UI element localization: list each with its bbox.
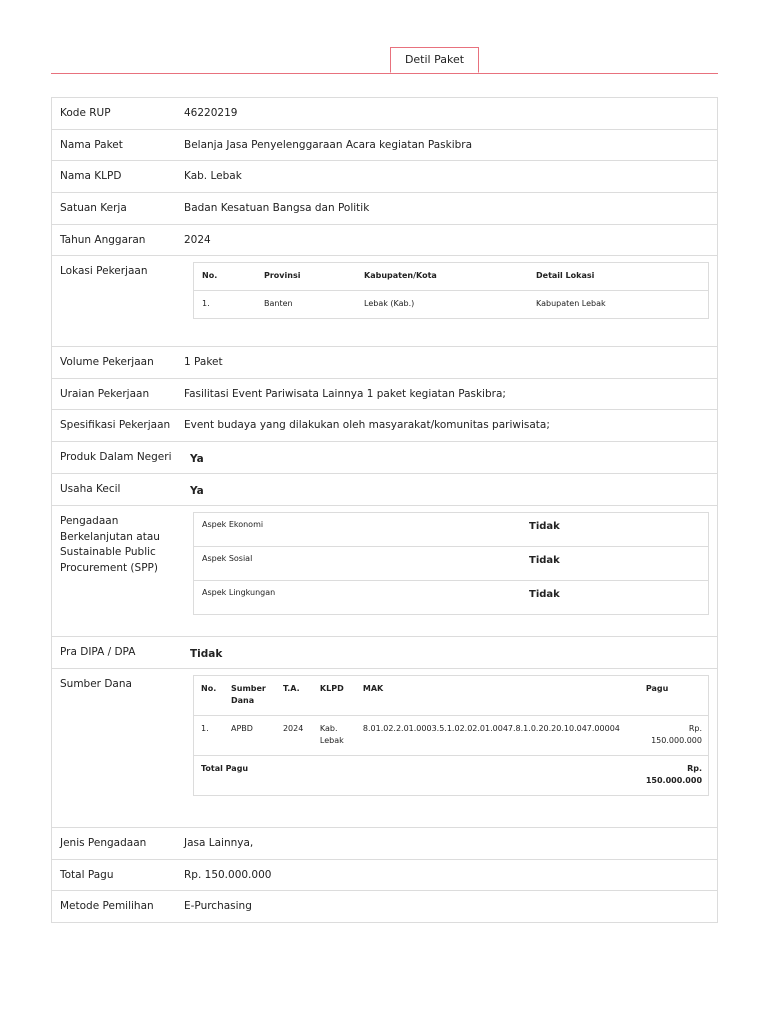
- field-label: Kode RUP: [60, 107, 111, 119]
- row-nama-klpd: [52, 161, 717, 193]
- field-value: [184, 474, 717, 505]
- column-header: No.: [194, 676, 224, 716]
- row-sumber-dana: [52, 669, 717, 828]
- row-spp: [52, 506, 717, 637]
- field-value: 1 Paket: [184, 356, 223, 368]
- table-cell: APBD: [224, 716, 276, 756]
- field-value: [184, 669, 717, 827]
- spp-table: [193, 512, 709, 615]
- sumber-dana-table: [193, 675, 709, 796]
- row-volume-pekerjaan: [52, 347, 717, 379]
- field-label: Sumber Dana: [60, 678, 132, 690]
- table-row: [194, 581, 709, 615]
- column-header: No.: [194, 263, 257, 291]
- field-label: Usaha Kecil: [60, 483, 121, 495]
- lokasi-table: [193, 262, 709, 319]
- row-tahun-anggaran: [52, 225, 717, 256]
- total-value: Rp. 150.000.000: [645, 764, 703, 785]
- table-row: [194, 716, 709, 756]
- row-pra-dipa: [52, 637, 717, 669]
- table-cell: Kabupaten Lebak: [536, 299, 606, 308]
- field-label: Metode Pemilihan: [60, 900, 154, 912]
- pra-dipa-value: Tidak: [190, 648, 223, 660]
- table-cell: 2024: [276, 716, 313, 756]
- column-header: MAK: [356, 676, 639, 716]
- row-produk-dalam-negeri: [52, 442, 717, 474]
- row-metode-pemilihan: [52, 891, 717, 922]
- column-header: Sumber Dana: [224, 676, 276, 716]
- spp-value: Tidak: [521, 513, 709, 547]
- field-value: Badan Kesatuan Bangsa dan Politik: [184, 202, 370, 214]
- field-value: 46220219: [184, 107, 238, 119]
- field-value: Fasilitasi Event Pariwisata Lainnya 1 paket kegiatan Paskibra;: [184, 388, 506, 400]
- table-cell: 1.: [194, 716, 224, 756]
- field-label: Lokasi Pekerjaan: [60, 265, 148, 277]
- column-header: Pagu: [639, 676, 709, 716]
- field-value: Kab. Lebak: [184, 170, 242, 182]
- column-header: Kabupaten/Kota: [356, 263, 528, 291]
- table-row: [194, 513, 709, 547]
- table-cell: 1.: [202, 299, 210, 308]
- field-label: Uraian Pekerjaan: [60, 388, 150, 400]
- field-label: Spesifikasi Pekerjaan: [60, 419, 171, 431]
- spp-aspek: Aspek Lingkungan: [202, 588, 276, 597]
- table-row: [194, 291, 709, 319]
- field-label: Produk Dalam Negeri: [60, 451, 172, 463]
- column-header: Provinsi: [256, 263, 356, 291]
- field-label: Satuan Kerja: [60, 202, 127, 214]
- row-satuan-kerja: [52, 193, 717, 225]
- total-row: [194, 756, 709, 796]
- table-row: [194, 547, 709, 581]
- row-kode-rup: [52, 98, 717, 130]
- usaha-kecil-value: Ya: [190, 485, 204, 497]
- field-value: Belanja Jasa Penyelenggaraan Acara kegiatan Paskibra: [184, 139, 473, 151]
- field-value: Rp. 150.000.000: [184, 869, 272, 881]
- field-label: Volume Pekerjaan: [60, 356, 154, 368]
- tab-detil-paket[interactable]: Detil Paket: [390, 47, 479, 73]
- field-label: Nama Paket: [60, 139, 123, 151]
- field-label: Pengadaan Berkelanjutan atau Sustainable Public Procurement (SPP): [60, 515, 160, 574]
- table-cell: 8.01.02.2.01.0003.5.1.02.02.01.0047.8.1.0.20.20.10.047.00004: [356, 716, 639, 756]
- row-total-pagu: [52, 860, 717, 891]
- detail-table: [51, 97, 718, 923]
- spp-aspek: Aspek Sosial: [194, 547, 522, 581]
- tab-bar: [51, 47, 718, 74]
- field-value: E-Purchasing: [184, 900, 252, 912]
- field-label: Pra DIPA / DPA: [60, 646, 136, 658]
- row-lokasi-pekerjaan: [52, 256, 717, 347]
- table-cell: Lebak (Kab.): [364, 299, 415, 308]
- table-cell: Rp. 150.000.000: [639, 716, 709, 756]
- field-value: Jasa Lainnya,: [184, 837, 254, 849]
- field-value: [184, 637, 717, 668]
- field-value: Event budaya yang dilakukan oleh masyarakat/komunitas pariwisata;: [184, 419, 550, 431]
- field-label: Jenis Pengadaan: [60, 837, 147, 849]
- field-value: [184, 506, 717, 636]
- produk-dalam-negeri-value: Ya: [190, 453, 204, 465]
- spp-value: Tidak: [529, 589, 560, 600]
- row-jenis-pengadaan: [52, 828, 717, 860]
- table-cell: Kab. Lebak: [313, 716, 356, 756]
- row-nama-paket: [52, 130, 717, 161]
- field-label: Nama KLPD: [60, 170, 122, 182]
- field-value: [184, 256, 717, 346]
- total-label: Total Pagu: [201, 764, 249, 773]
- row-uraian-pekerjaan: [52, 379, 717, 410]
- row-spesifikasi-pekerjaan: [52, 410, 717, 442]
- field-label: Total Pagu: [60, 869, 114, 881]
- spp-value: Tidak: [521, 547, 709, 581]
- spp-aspek: Aspek Ekonomi: [194, 513, 522, 547]
- field-value: 2024: [184, 234, 211, 246]
- field-value: [184, 442, 717, 473]
- column-header: Detail Lokasi: [528, 263, 709, 291]
- field-label: Tahun Anggaran: [60, 234, 146, 246]
- row-usaha-kecil: [52, 474, 717, 506]
- table-cell: Banten: [264, 299, 293, 308]
- column-header: T.A.: [276, 676, 313, 716]
- column-header: KLPD: [313, 676, 356, 716]
